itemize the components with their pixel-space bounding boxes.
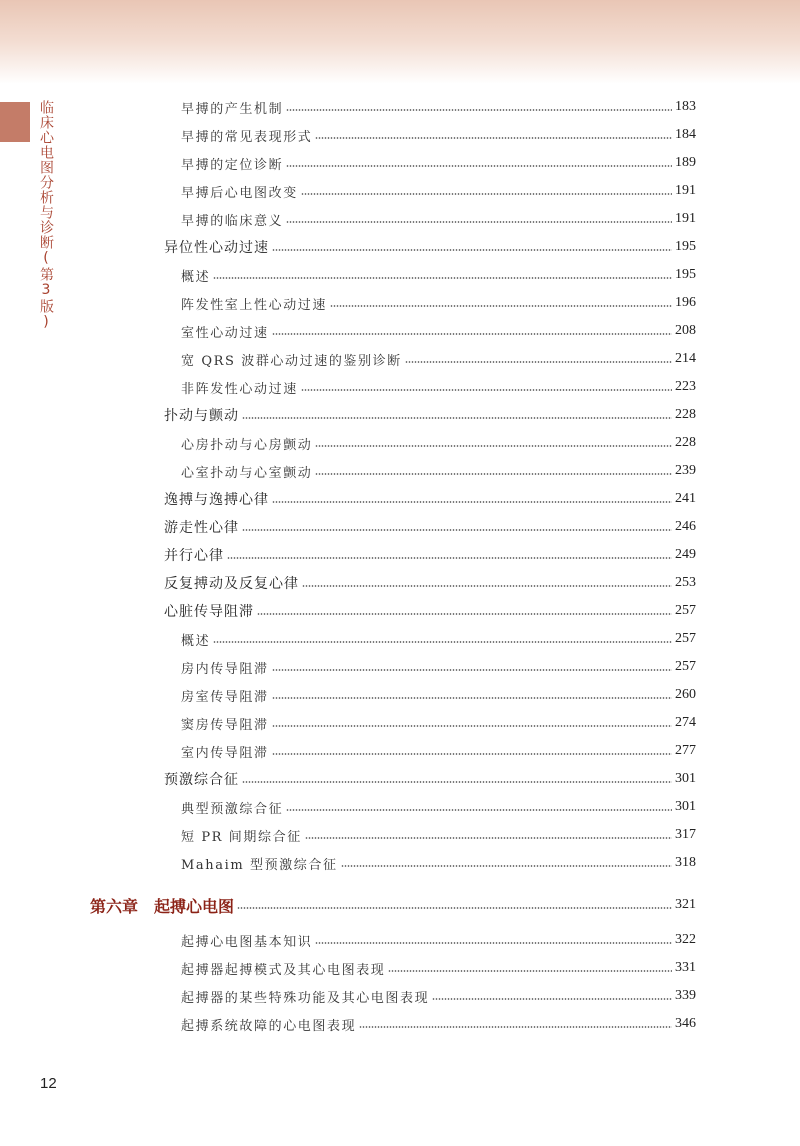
toc-entry-page: 317: [675, 827, 696, 842]
toc-entry[interactable]: [181, 710, 696, 736]
toc-leader-dots: [432, 998, 672, 1000]
toc-leader-dots: [227, 557, 672, 559]
toc-entry-title: 早搏后心电图改变: [181, 185, 298, 201]
toc-leader-dots: [213, 277, 672, 279]
toc-entry-page: 249: [675, 547, 696, 562]
toc-entry-page: 223: [675, 379, 696, 394]
toc-section-entry[interactable]: [164, 598, 696, 624]
toc-entry-title: 并行心律: [164, 548, 224, 564]
toc-entry-title: 宽 QRS 波群心动过速的鉴别诊断: [181, 353, 402, 369]
toc-entry-title: 心房扑动与心房颤动: [181, 437, 313, 453]
toc-entry-title: 典型预激综合征: [181, 801, 284, 817]
toc-entry-page: 331: [675, 960, 696, 975]
toc-leader-dots: [388, 970, 672, 972]
toc-entry[interactable]: [181, 794, 696, 820]
toc-entry[interactable]: [181, 654, 696, 680]
toc-entry-title: 概述: [181, 269, 211, 285]
toc-entry-title: 非阵发性心动过速: [181, 381, 298, 397]
toc-leader-dots: [405, 361, 672, 363]
toc-entry-title: 起搏器起搏模式及其心电图表现: [181, 962, 386, 978]
toc-entry-page: 191: [675, 183, 696, 198]
toc-entry[interactable]: [181, 626, 696, 652]
toc-entry-page: 189: [675, 155, 696, 170]
toc-entry[interactable]: [181, 346, 696, 372]
toc-leader-dots: [272, 501, 672, 503]
toc-entry[interactable]: [181, 927, 696, 953]
toc-entry-page: 184: [675, 127, 696, 142]
toc-entry[interactable]: [181, 682, 696, 708]
toc-leader-dots: [286, 221, 672, 223]
toc-leader-dots: [272, 697, 672, 699]
toc-entry[interactable]: [181, 458, 696, 484]
header-band: [0, 0, 800, 84]
toc-entry-title: 房室传导阻滞: [181, 689, 269, 705]
chapter-tab-marker: [0, 102, 30, 142]
toc-entry-title: 房内传导阻滞: [181, 661, 269, 677]
toc-leader-dots: [315, 473, 672, 475]
toc-entry-page: 257: [675, 659, 696, 674]
toc-section-entry[interactable]: [164, 402, 696, 428]
toc-entry-title: 预激综合征: [164, 772, 239, 788]
toc-leader-dots: [301, 389, 672, 391]
toc-leader-dots: [286, 165, 672, 167]
toc-leader-dots: [315, 942, 672, 944]
toc-entry-title: 早搏的临床意义: [181, 213, 284, 229]
toc-entry-page: 257: [675, 603, 696, 618]
toc-leader-dots: [305, 837, 672, 839]
toc-entry-page: 246: [675, 519, 696, 534]
toc-entry[interactable]: [181, 94, 696, 120]
toc-entry-page: 195: [675, 239, 696, 254]
toc-entry-page: 274: [675, 715, 696, 730]
toc-entry[interactable]: [181, 738, 696, 764]
toc-entry-page: 195: [675, 267, 696, 282]
toc-entry[interactable]: [181, 206, 696, 232]
toc-entry[interactable]: [181, 178, 696, 204]
toc-leader-dots: [272, 333, 672, 335]
toc-leader-dots: [272, 753, 672, 755]
toc-entry-title: 早搏的产生机制: [181, 101, 284, 117]
chapter-number: 第六章: [90, 896, 139, 916]
toc-entry-page: 208: [675, 323, 696, 338]
toc-entry-title: 室性心动过速: [181, 325, 269, 341]
toc-section-entry[interactable]: [164, 570, 696, 596]
toc-entry-title: 短 PR 间期综合征: [181, 829, 302, 845]
toc-entry[interactable]: [181, 122, 696, 148]
toc-entry-page: 322: [675, 932, 696, 947]
toc-leader-dots: [359, 1026, 672, 1028]
toc-entry-page: 253: [675, 575, 696, 590]
toc-section-entry[interactable]: [164, 514, 696, 540]
toc-entry-page: 257: [675, 631, 696, 646]
toc-entry-page: 228: [675, 435, 696, 450]
toc-leader-dots: [315, 445, 672, 447]
toc-entry[interactable]: [181, 290, 696, 316]
toc-leader-dots: [213, 641, 672, 643]
chapter-page: 321: [675, 897, 696, 912]
toc-leader-dots: [242, 417, 672, 419]
toc-entry-title: Mahaim 型预激综合征: [181, 857, 338, 873]
page-number: 12: [40, 1075, 57, 1092]
toc-entry[interactable]: [181, 983, 696, 1009]
toc-entry-page: 301: [675, 771, 696, 786]
toc-entry-title: 概述: [181, 633, 211, 649]
toc-entry[interactable]: [181, 262, 696, 288]
toc-entry-page: 301: [675, 799, 696, 814]
toc-leader-dots: [315, 137, 672, 139]
toc-entry-page: 228: [675, 407, 696, 422]
toc-chapter-heading[interactable]: [90, 892, 696, 918]
toc-entry-title: 心室扑动与心室颤动: [181, 465, 313, 481]
toc-entry-title: 反复搏动及反复心律: [164, 576, 299, 592]
toc-entry[interactable]: [181, 150, 696, 176]
book-side-title: 临床心电图分析与诊断(第3版): [38, 100, 54, 331]
toc-entry-title: 早搏的定位诊断: [181, 157, 284, 173]
toc-leader-dots: [242, 781, 672, 783]
toc-entry-title: 扑动与颤动: [164, 408, 239, 424]
toc-entry-page: 346: [675, 1016, 696, 1031]
toc-leader-dots: [272, 725, 672, 727]
toc-section-entry[interactable]: [164, 766, 696, 792]
toc-entry[interactable]: [181, 318, 696, 344]
toc-entry-title: 窦房传导阻滞: [181, 717, 269, 733]
toc-entry[interactable]: [181, 430, 696, 456]
toc-leader-dots: [242, 529, 672, 531]
toc-entry-title: 起搏心电图基本知识: [181, 934, 313, 950]
toc-entry-title: 阵发性室上性心动过速: [181, 297, 328, 313]
toc-entry-title: 起搏系统故障的心电图表现: [181, 1018, 357, 1034]
toc-leader-dots: [330, 305, 672, 307]
toc-section-entry[interactable]: [164, 486, 696, 512]
toc-entry-title: 室内传导阻滞: [181, 745, 269, 761]
toc-leader-dots: [301, 193, 672, 195]
toc-leader-dots: [286, 809, 672, 811]
toc-leader-dots: [257, 613, 672, 615]
toc-leader-dots: [272, 669, 672, 671]
toc-leader-dots: [302, 585, 672, 587]
toc-section-entry[interactable]: [164, 542, 696, 568]
toc-entry[interactable]: [181, 955, 696, 981]
toc-entry[interactable]: [181, 374, 696, 400]
toc-entry[interactable]: [181, 822, 696, 848]
toc-entry-page: 191: [675, 211, 696, 226]
toc-entry[interactable]: [181, 850, 696, 876]
toc-entry-page: 196: [675, 295, 696, 310]
toc-entry-page: 339: [675, 988, 696, 1003]
toc-entry-title: 心脏传导阻滞: [164, 604, 254, 620]
toc-leader-dots: [341, 865, 672, 867]
toc-entry[interactable]: [181, 1011, 696, 1037]
toc-entry-page: 260: [675, 687, 696, 702]
toc-entry-title: 早搏的常见表现形式: [181, 129, 313, 145]
toc-entry-title: 起搏器的某些特殊功能及其心电图表现: [181, 990, 430, 1006]
toc-leader-dots: [237, 907, 672, 909]
toc-entry-page: 318: [675, 855, 696, 870]
toc-entry-page: 241: [675, 491, 696, 506]
chapter-title: 起搏心电图: [154, 896, 235, 916]
toc-entry-title: 游走性心律: [164, 520, 239, 536]
toc-entry-title: 异位性心动过速: [164, 240, 269, 256]
toc-entry-page: 277: [675, 743, 696, 758]
toc-leader-dots: [272, 249, 672, 251]
toc-entry-page: 183: [675, 99, 696, 114]
toc-entry-title: 逸搏与逸搏心律: [164, 492, 269, 508]
toc-leader-dots: [286, 109, 672, 111]
toc-section-entry[interactable]: [164, 234, 696, 260]
toc-entry-page: 239: [675, 463, 696, 478]
toc-entry-page: 214: [675, 351, 696, 366]
